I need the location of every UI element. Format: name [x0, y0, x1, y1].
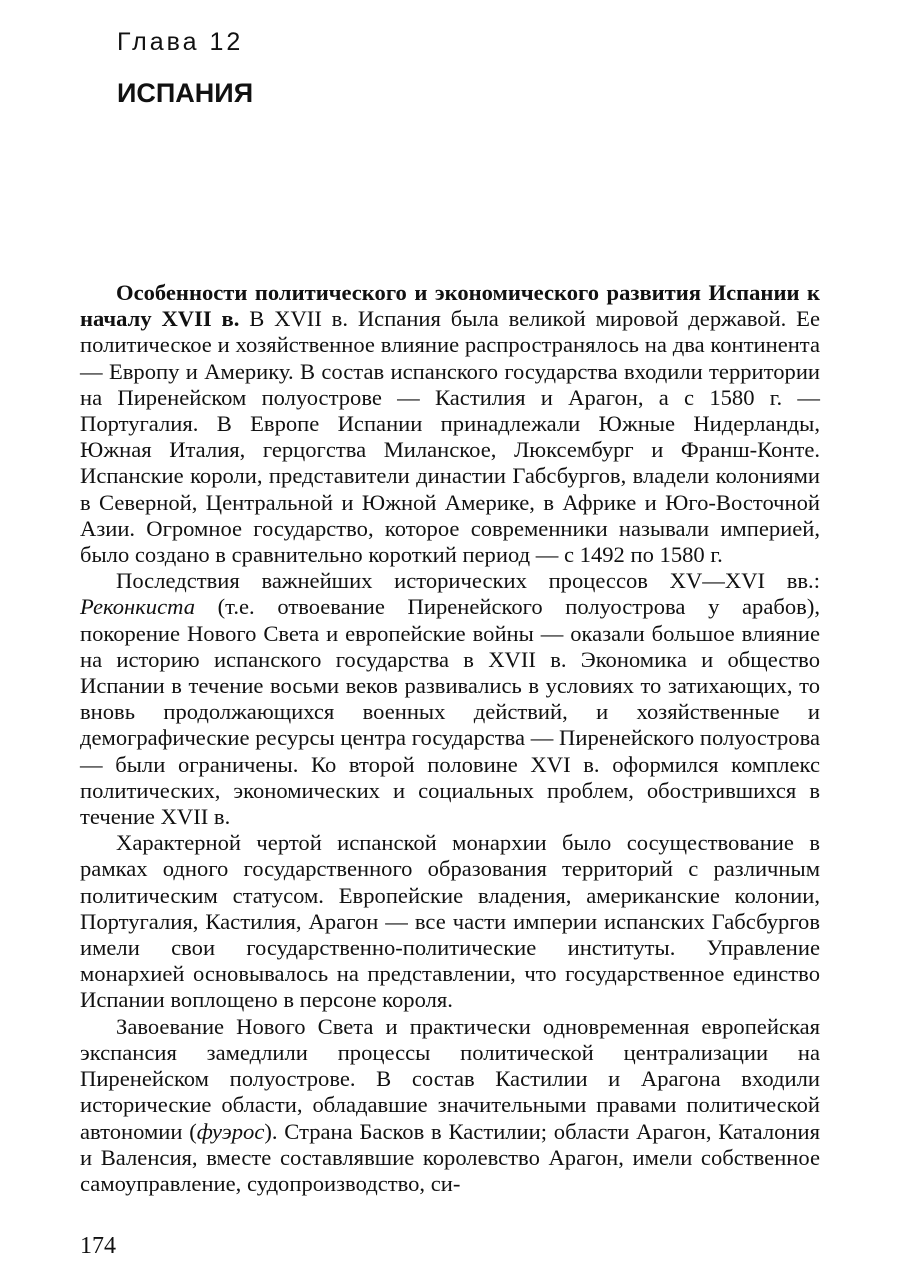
chapter-title: ИСПАНИЯ	[117, 78, 254, 108]
paragraph-text: В XVII в. Испания была великой мировой державой. Ее политическое и хозяйственное влияние распространялось на два континента — Европу и Америку. В состав испанского государства входили территории на Пиренейском полуострове — Кастилия и Арагон, а с 1580 г. — Португалия. В Европе Испании принадлежали Южные Нидерланды, Южная Италия, герцогства Миланское, Люксембург и Франш-Конте. Испанские короли, представители династии Габсбургов, владели колониями в Северной, Центральной и Южной Америке, в Африке и Юго-Восточной Азии. Огромное государство, которое современники называли империей, было создано в сравнительно короткий период — с 1492 по 1580 г.	[80, 306, 820, 568]
body-text	[80, 280, 820, 1197]
paragraph-text: Завоевание Нового Света и практически одновременная европейская экспансия замедлили процессы политической централизации на Пиренейском полуострове. В состав Кастилии и Арагона входили исторические области, обладавшие значительными правами политической автономии (	[80, 1013, 820, 1144]
section-heading: Особенности политического и экономического развития Испании к началу XVII в.	[80, 280, 820, 332]
italic-term: фуэрос	[196, 1118, 265, 1144]
paragraph-4	[80, 1014, 820, 1197]
paragraph-text: ). Страна Басков в Кастилии; области Арагон, Каталония и Валенсия, вместе составлявшие королевство Арагон, имели собственное самоуправление, судопроизводство, си-	[80, 1118, 820, 1196]
paragraph-text: (т.е. отвоевание Пиренейского полуострова у арабов), покорение Нового Света и европейские войны — оказали большое влияние на историю испанского государства в XVII в. Экономика и общество Испании в течение восьми веков развивались в условиях то затихающих, то вновь продолжающихся военных действий, и хозяйственные и демографические ресурсы центра государства — Пиренейского полуострова — были ограничены. Ко второй половине XVI в. оформился комплекс политических, экономических и социальных проблем, обострившихся в течение XVII в.	[80, 594, 820, 830]
paragraph-2	[80, 568, 820, 830]
page-number: 174	[80, 1233, 116, 1259]
paragraph-text: Характерной чертой испанской монархии было сосуществование в рамках одного государственного образования территорий с различным политическим статусом. Европейские владения, американские колонии, Португалия, Кастилия, Арагон — все части империи испанских Габсбургов имели свои государственно-политические институты. Управление монархией основывалось на представлении, что государственное единство Испании воплощено в персоне короля.	[80, 830, 820, 1013]
paragraph-3	[80, 830, 820, 1013]
chapter-label: Глава 12	[117, 28, 244, 56]
paragraph-text: Последствия важнейших исторических процессов XV—XVI вв.:	[116, 568, 820, 594]
paragraph-1	[80, 280, 820, 568]
italic-term: Реконкиста	[80, 594, 196, 620]
